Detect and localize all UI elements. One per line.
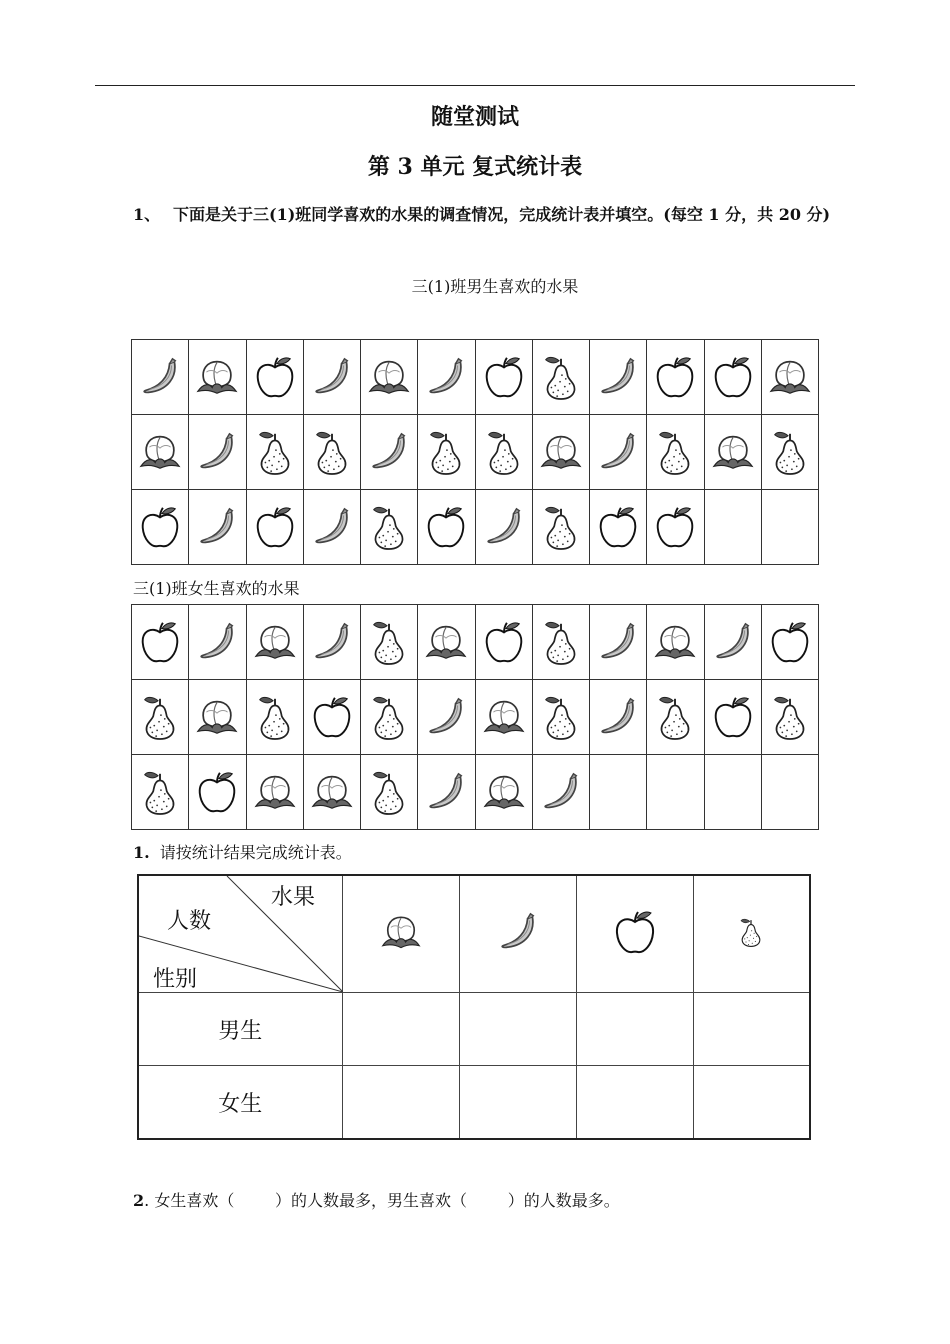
peach-icon (481, 694, 527, 740)
boys-grid-cell (418, 340, 475, 415)
banana-icon (423, 769, 469, 815)
pear-icon (538, 619, 584, 665)
girls-grid-cell (246, 755, 303, 830)
boys-grid-cell (189, 490, 246, 565)
girls-banana-answer-cell[interactable] (459, 1066, 576, 1140)
boys-grid-cell (361, 490, 418, 565)
girls-grid-cell (647, 755, 704, 830)
question-1-number: 1、 (133, 205, 161, 224)
girls-grid-cell (532, 605, 589, 680)
boys-grid-cell (590, 490, 647, 565)
boys-grid-cell (647, 490, 704, 565)
girls-grid-cell (418, 680, 475, 755)
corner-count-label: 人数 (167, 909, 212, 934)
top-rule (95, 85, 855, 86)
boys-grid-cell (532, 490, 589, 565)
pear-icon (736, 917, 766, 947)
peach-icon (194, 694, 240, 740)
apple-icon (767, 619, 813, 665)
girls-grid-row (132, 680, 819, 755)
girls-grid-cell (704, 680, 761, 755)
girls-grid-cell (418, 755, 475, 830)
girls-grid-cell (418, 605, 475, 680)
girls-grid-cell (590, 605, 647, 680)
apple-icon (481, 354, 527, 400)
girls-grid-cell (361, 755, 418, 830)
girls-grid-cell (475, 755, 532, 830)
apple-icon (137, 504, 183, 550)
girls-peach-answer-cell[interactable] (342, 1066, 459, 1140)
girls-grid-cell (132, 680, 189, 755)
peach-icon (710, 429, 756, 475)
row-label-boys: 男生 (138, 993, 342, 1066)
girls-grid-cell (361, 605, 418, 680)
boys-apple-answer-cell[interactable] (576, 993, 693, 1066)
girls-grid-cell (303, 680, 360, 755)
corner-header-cell (138, 875, 342, 993)
boys-grid-row (132, 415, 819, 490)
peach-icon (767, 354, 813, 400)
sub-question-2-number: 2 (133, 1191, 145, 1210)
girls-caption: 三(1)班女生喜欢的水果 (133, 579, 300, 598)
apple-icon (194, 769, 240, 815)
boys-banana-answer-cell[interactable] (459, 993, 576, 1066)
question-1-text: 下面是关于三(1)班同学喜欢的水果的调查情况，完成统计表并填空。(每空 1 分，共 20 分) (173, 205, 831, 224)
pear-icon (366, 769, 412, 815)
boys-grid-cell (246, 490, 303, 565)
boys-fruit-grid (131, 339, 819, 565)
pear-icon (652, 694, 698, 740)
girls-grid-cell (132, 755, 189, 830)
apple-icon (611, 908, 659, 956)
apple-header-icon-slot (611, 941, 659, 960)
boys-grid-cell (704, 490, 761, 565)
page-title: 随堂测试 (430, 104, 519, 130)
boys-grid-cell (189, 415, 246, 490)
corner-gender-label: 性别 (153, 967, 198, 992)
girls-grid-cell (532, 755, 589, 830)
statistics-table (137, 874, 811, 1140)
peach-icon (481, 769, 527, 815)
peach-icon (652, 619, 698, 665)
apple-icon (137, 619, 183, 665)
sub-question-1-text: 请按统计结果完成统计表。 (159, 843, 352, 862)
pear-icon (481, 429, 527, 475)
banana-icon (595, 429, 641, 475)
apple-icon (252, 504, 298, 550)
pear-icon (538, 504, 584, 550)
boys-grid-cell (246, 340, 303, 415)
boys-grid-cell (704, 340, 761, 415)
girls-grid-cell (704, 605, 761, 680)
girls-grid-cell (303, 605, 360, 680)
boys-grid-cell (590, 340, 647, 415)
pear-icon (652, 429, 698, 475)
pear-icon (252, 429, 298, 475)
boys-grid-cell (761, 340, 818, 415)
boys-grid-cell (361, 340, 418, 415)
peach-icon (137, 429, 183, 475)
boys-grid-cell (132, 340, 189, 415)
pear-icon (137, 769, 183, 815)
peach-icon (366, 354, 412, 400)
banana-header-icon-slot (495, 940, 541, 959)
boys-grid-cell (132, 490, 189, 565)
boys-grid-cell (475, 415, 532, 490)
banana-icon (194, 619, 240, 665)
pear-icon (538, 694, 584, 740)
boys-grid-cell (361, 415, 418, 490)
pear-icon (538, 354, 584, 400)
apple-icon (710, 354, 756, 400)
boys-grid-cell (303, 415, 360, 490)
sub-question-1-number: 1. (133, 843, 150, 862)
banana-icon (595, 354, 641, 400)
girls-grid-cell (246, 680, 303, 755)
girls-grid-cell (704, 755, 761, 830)
boys-pear-answer-cell[interactable] (693, 993, 810, 1066)
girls-grid-cell (761, 755, 818, 830)
banana-icon (309, 354, 355, 400)
row-label-girls: 女生 (138, 1066, 342, 1140)
girls-grid-cell (590, 755, 647, 830)
girls-grid-cell (761, 680, 818, 755)
boys-grid-cell (132, 415, 189, 490)
banana-icon (366, 429, 412, 475)
banana-icon (481, 504, 527, 550)
pear-icon (366, 619, 412, 665)
girls-fruit-grid (131, 604, 819, 830)
sub-question-2-text: . 女生喜欢（ ）的人数最多，男生喜欢（ ）的人数最多。 (144, 1191, 620, 1210)
apple-icon (652, 504, 698, 550)
girls-grid-cell (647, 680, 704, 755)
banana-icon (423, 694, 469, 740)
girls-grid-cell (189, 605, 246, 680)
girls-grid-row (132, 755, 819, 830)
peach-icon (194, 354, 240, 400)
girls-grid-cell (246, 605, 303, 680)
header-banana-cell (459, 875, 576, 993)
girls-grid-cell (189, 680, 246, 755)
peach-header-icon-slot (379, 939, 423, 958)
pear-icon (366, 504, 412, 550)
apple-icon (710, 694, 756, 740)
boys-grid-cell (532, 415, 589, 490)
girls-grid-cell (590, 680, 647, 755)
girls-grid-cell (361, 680, 418, 755)
peach-icon (252, 769, 298, 815)
pear-icon (252, 694, 298, 740)
banana-icon (137, 354, 183, 400)
boys-grid-cell (761, 415, 818, 490)
peach-icon (538, 429, 584, 475)
banana-icon (194, 429, 240, 475)
boys-caption: 三(1)班男生喜欢的水果 (411, 277, 579, 296)
boys-grid-cell (532, 340, 589, 415)
apple-icon (481, 619, 527, 665)
pear-icon (767, 694, 813, 740)
apple-icon (652, 354, 698, 400)
boys-grid-row (132, 490, 819, 565)
girls-grid-row (132, 605, 819, 680)
boys-grid-cell (418, 490, 475, 565)
boys-grid-cell (590, 415, 647, 490)
unit-title: 第 3 单元 复式统计表 (367, 154, 583, 180)
apple-icon (423, 504, 469, 550)
boys-grid-cell (647, 415, 704, 490)
banana-icon (595, 619, 641, 665)
sub-question-1 (133, 840, 352, 863)
banana-icon (495, 909, 541, 955)
girls-grid-cell (475, 680, 532, 755)
banana-icon (194, 504, 240, 550)
pear-icon (137, 694, 183, 740)
girls-grid-cell (761, 605, 818, 680)
boys-grid-cell (475, 340, 532, 415)
pear-icon (423, 429, 469, 475)
girls-grid-cell (475, 605, 532, 680)
header-pear-cell (693, 875, 810, 993)
pear-icon (767, 429, 813, 475)
boys-grid-cell (418, 415, 475, 490)
boys-grid-row (132, 340, 819, 415)
header-peach-cell (342, 875, 459, 993)
header-apple-cell (576, 875, 693, 993)
boys-grid-cell (303, 340, 360, 415)
girls-apple-answer-cell[interactable] (576, 1066, 693, 1140)
sub-question-2 (133, 1188, 620, 1211)
peach-icon (252, 619, 298, 665)
apple-icon (252, 354, 298, 400)
girls-grid-cell (189, 755, 246, 830)
girls-grid-cell (532, 680, 589, 755)
girls-grid-cell (132, 605, 189, 680)
pear-icon (309, 429, 355, 475)
pear-header-icon-slot (736, 932, 766, 951)
corner-fruit-label: 水果 (271, 885, 316, 910)
boys-grid-cell (704, 415, 761, 490)
boys-peach-answer-cell[interactable] (342, 993, 459, 1066)
banana-icon (309, 504, 355, 550)
peach-icon (309, 769, 355, 815)
banana-icon (710, 619, 756, 665)
boys-grid-cell (475, 490, 532, 565)
pear-icon (366, 694, 412, 740)
boys-grid-cell (189, 340, 246, 415)
apple-icon (309, 694, 355, 740)
apple-icon (595, 504, 641, 550)
boys-grid-cell (303, 490, 360, 565)
peach-icon (423, 619, 469, 665)
banana-icon (309, 619, 355, 665)
banana-icon (538, 769, 584, 815)
boys-grid-cell (246, 415, 303, 490)
girls-grid-cell (303, 755, 360, 830)
banana-icon (595, 694, 641, 740)
banana-icon (423, 354, 469, 400)
peach-icon (379, 910, 423, 954)
girls-grid-cell (647, 605, 704, 680)
boys-grid-cell (647, 340, 704, 415)
girls-pear-answer-cell[interactable] (693, 1066, 810, 1140)
boys-grid-cell (761, 490, 818, 565)
